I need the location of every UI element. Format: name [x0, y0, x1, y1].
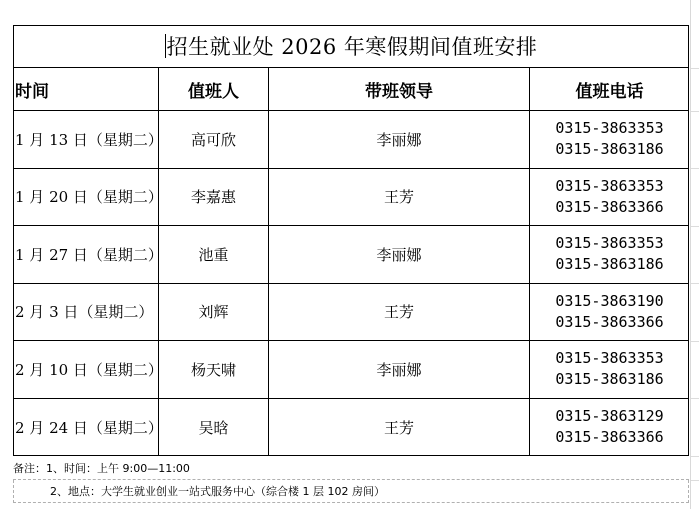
phone-number: 0315-3863129: [555, 407, 664, 426]
table-row: [13, 169, 689, 227]
phone-number: 0315-3863353: [555, 234, 664, 253]
cell-date[interactable]: 2 月 24 日（星期二）: [13, 399, 159, 457]
header-duty-person[interactable]: 值班人: [159, 68, 269, 110]
note-time[interactable]: 备注：1、时间：上午 9:00—11:00: [13, 457, 689, 480]
cell-leader[interactable]: 王芳: [269, 169, 530, 226]
cell-person[interactable]: 高可欣: [159, 111, 269, 168]
table-header-row: [13, 68, 689, 111]
phone-number: 0315-3863353: [555, 349, 664, 368]
cell-person[interactable]: 吴晗: [159, 399, 269, 457]
table-row: [13, 399, 689, 457]
cell-date[interactable]: 1 月 27 日（星期二）: [13, 226, 159, 283]
title-cell[interactable]: [13, 25, 689, 68]
phone-number: 0315-3863186: [555, 140, 664, 159]
cell-phone[interactable]: [530, 226, 689, 283]
table-row: [13, 226, 689, 284]
cell-date[interactable]: 1 月 13 日（星期二）: [13, 111, 159, 168]
table-row: [13, 284, 689, 342]
phone-number: 0315-3863366: [555, 428, 664, 447]
text-cursor: [165, 34, 166, 58]
phone-number: 0315-3863353: [555, 176, 664, 195]
table-body: [13, 111, 689, 456]
table-row: [13, 111, 689, 169]
phone-number: 0315-3863186: [555, 255, 664, 274]
cell-date[interactable]: 2 月 10 日（星期二）: [13, 341, 159, 398]
cell-person[interactable]: 池重: [159, 226, 269, 283]
phone-number: 0315-3863190: [555, 291, 664, 310]
cell-person[interactable]: 刘辉: [159, 284, 269, 341]
table-row: [13, 341, 689, 399]
cell-phone[interactable]: [530, 284, 689, 341]
phone-number: 0315-3863353: [555, 119, 664, 138]
header-phone[interactable]: 值班电话: [575, 81, 644, 102]
note-location[interactable]: 2、地点：大学生就业创业一站式服务中心（综合楼 1 层 102 房间）: [13, 480, 689, 503]
cell-phone[interactable]: [530, 111, 689, 168]
cell-leader[interactable]: 李丽娜: [269, 226, 530, 283]
notes-section: [13, 457, 689, 503]
cell-leader[interactable]: 李丽娜: [269, 111, 530, 168]
cell-phone[interactable]: [530, 399, 689, 457]
cell-leader[interactable]: 王芳: [269, 399, 530, 457]
sheet-gridlines: [690, 0, 699, 509]
cell-leader[interactable]: 李丽娜: [269, 341, 530, 398]
page-title: 招生就业处 2026 年寒假期间值班安排: [166, 35, 538, 59]
header-leader[interactable]: 带班领导: [269, 68, 530, 110]
cell-phone[interactable]: [530, 341, 689, 398]
phone-number: 0315-3863366: [555, 197, 664, 216]
cell-person[interactable]: 李嘉惠: [159, 169, 269, 226]
cell-date[interactable]: 1 月 20 日（星期二）: [13, 169, 159, 226]
phone-number: 0315-3863366: [555, 312, 664, 331]
phone-number: 0315-3863186: [555, 370, 664, 389]
header-time[interactable]: 时间: [13, 68, 159, 110]
cell-phone[interactable]: [530, 169, 689, 226]
cell-date[interactable]: 2 月 3 日（星期二）: [13, 284, 159, 341]
cell-person[interactable]: 杨天啸: [159, 341, 269, 398]
cell-leader[interactable]: 王芳: [269, 284, 530, 341]
